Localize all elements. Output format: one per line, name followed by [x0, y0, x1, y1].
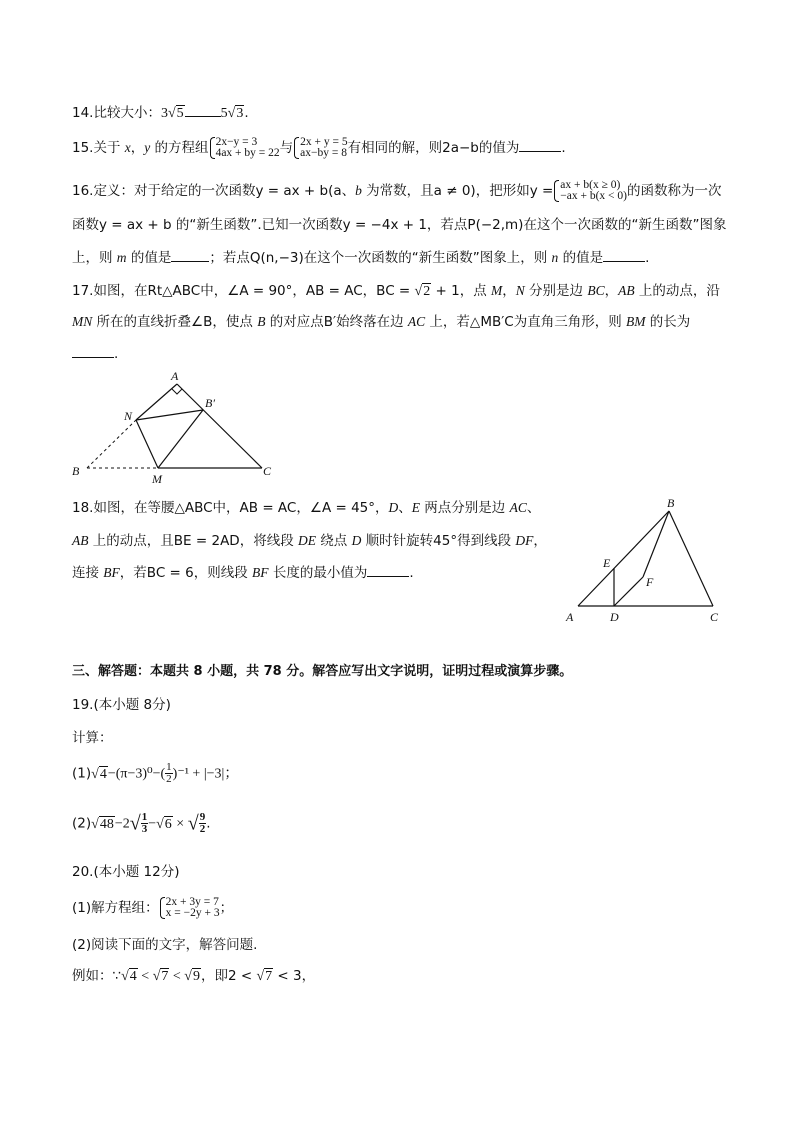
label-b: B: [72, 464, 80, 478]
sqrt-symbol: √: [187, 812, 199, 835]
label-b-prime: B′: [205, 396, 215, 410]
sqrt-symbol: √5: [167, 106, 184, 121]
question-15: 15.关于 x，y 的方程组 2x−y = 3 4ax + by = 22 与 2x + y = 5 ax−by = 8 有相同的解，则2a−b的值为 .: [72, 136, 566, 159]
figure-17: [60, 365, 290, 485]
question-17-line-2: MN 所在的直线折叠∠B，使点 B 的对应点B′始终落在边 AC 上，若△MB′C为直角三角形，则 BM 的长为: [72, 314, 691, 330]
segment-mb-prime: [158, 410, 203, 468]
equation-system: 2x + 3y = 7 x = −2y + 3: [159, 897, 220, 919]
label-a: A: [566, 610, 574, 624]
section-3-heading: 三、解答题：本题共 8 小题，共 78 分。解答应写出文字说明，证明过程或演算步骤。: [72, 664, 573, 679]
segment-df: [614, 577, 643, 606]
fraction: $\frac{9}{2}$: [199, 811, 206, 835]
segment-bc: [669, 511, 713, 606]
label-a: A: [171, 369, 179, 383]
question-14: 14.比较大小：3√5 5√3.: [72, 102, 249, 124]
label-n: N: [124, 409, 133, 423]
segment-nm: [136, 420, 158, 468]
label-c: C: [710, 610, 719, 624]
segment-ab: [578, 511, 669, 606]
fraction: $\frac{1}{2}$: [166, 761, 172, 785]
question-19-title: 19.(本小题 8分): [72, 697, 171, 713]
sqrt-symbol: √2: [414, 284, 431, 299]
equation-system-1: 2x−y = 3 4ax + by = 22: [209, 137, 280, 159]
question-16-line-3: 上，则 m 的值是 ；若点Q(n,−3)在这个一次函数的“新生函数”图象上，则 n 的值是 .: [72, 247, 649, 268]
label-e: E: [603, 556, 611, 570]
sqrt-symbol: √3: [227, 106, 244, 121]
question-20-title: 20.(本小题 12分): [72, 864, 180, 880]
question-17-line-3: .: [72, 343, 118, 364]
sqrt-symbol: √6: [156, 816, 172, 832]
question-19-part-2: (2)√48−2√ $\frac{1}{3}$ −√6 × √ $\frac{9}{2}$ .: [72, 811, 211, 835]
question-19-part-1: (1)√4−(π−3)⁰−( $\frac{1}{2}$ )⁻¹ + |−3|；: [72, 761, 239, 785]
sqrt-symbol: √9: [184, 969, 200, 984]
sqrt-symbol: √4: [91, 766, 107, 782]
sqrt-symbol: √7: [152, 969, 169, 984]
segment-ac: [177, 384, 262, 468]
answer-blank: [367, 562, 409, 577]
question-19-instruction: 计算：: [72, 730, 113, 746]
piecewise-definition: ax + b(x ≥ 0) −ax + b(x < 0): [553, 180, 627, 202]
question-20-part-1: (1)解方程组： 2x + 3y = 7 x = −2y + 3 ；: [72, 896, 234, 919]
question-20-part-2: (2)阅读下面的文字，解答问题.: [72, 937, 258, 953]
right-angle-mark: [172, 389, 182, 394]
question-18-line-1: 18.如图，在等腰△ABC中，AB = AC，∠A = 45°，D、E 两点分别是边 AC、: [72, 500, 541, 516]
fraction: $\frac{1}{3}$: [141, 811, 148, 835]
segment-bn-dashed: [87, 420, 136, 468]
label-d: D: [610, 610, 619, 624]
question-16-line-2: 函数y = ax + b 的“新生函数”.已知一次函数y = −4x + 1，若点P(−2,m)在这个一次函数的“新生函数”图象: [72, 217, 727, 233]
question-18-line-2: AB 上的动点，且BE = 2AD，将线段 DE 绕点 D 顺时针旋转45°得到线段 DF，: [72, 533, 547, 549]
label-b: B: [667, 496, 675, 510]
figure-18: [560, 495, 730, 630]
sqrt-symbol: √: [129, 812, 141, 835]
label-m: M: [152, 472, 162, 485]
equation-system-2: 2x + y = 5 ax−by = 8: [293, 137, 347, 159]
question-16-line-1: 16.定义：对于给定的一次函数y = ax + b(a、b 为常数，且a ≠ 0)，把形如y = ax + b(x ≥ 0) −ax + b(x < 0) 的函数称为一次: [72, 179, 722, 202]
sqrt-symbol: √4: [121, 969, 137, 984]
sqrt-symbol: √7: [256, 969, 273, 984]
answer-blank: [519, 137, 561, 152]
question-17-line-1: 17.如图，在Rt△ABC中，∠A = 90°，AB = AC，BC = √2 + 1，点 M，N 分别是边 BC，AB 上的动点，沿: [72, 281, 720, 302]
answer-blank: [603, 247, 645, 262]
segment-bf: [643, 511, 669, 577]
label-c: C: [263, 464, 272, 478]
sqrt-symbol: √48: [91, 816, 114, 832]
label-f: F: [646, 575, 654, 589]
answer-blank: [185, 102, 221, 117]
question-18-line-3: 连接 BF，若BC = 6，则线段 BF 长度的最小值为 .: [72, 562, 414, 583]
answer-blank: [171, 247, 209, 262]
answer-blank: [72, 343, 114, 358]
question-20-example: 例如：∵√4 < √7 < √9，即2 < √7 < 3，: [72, 966, 315, 987]
